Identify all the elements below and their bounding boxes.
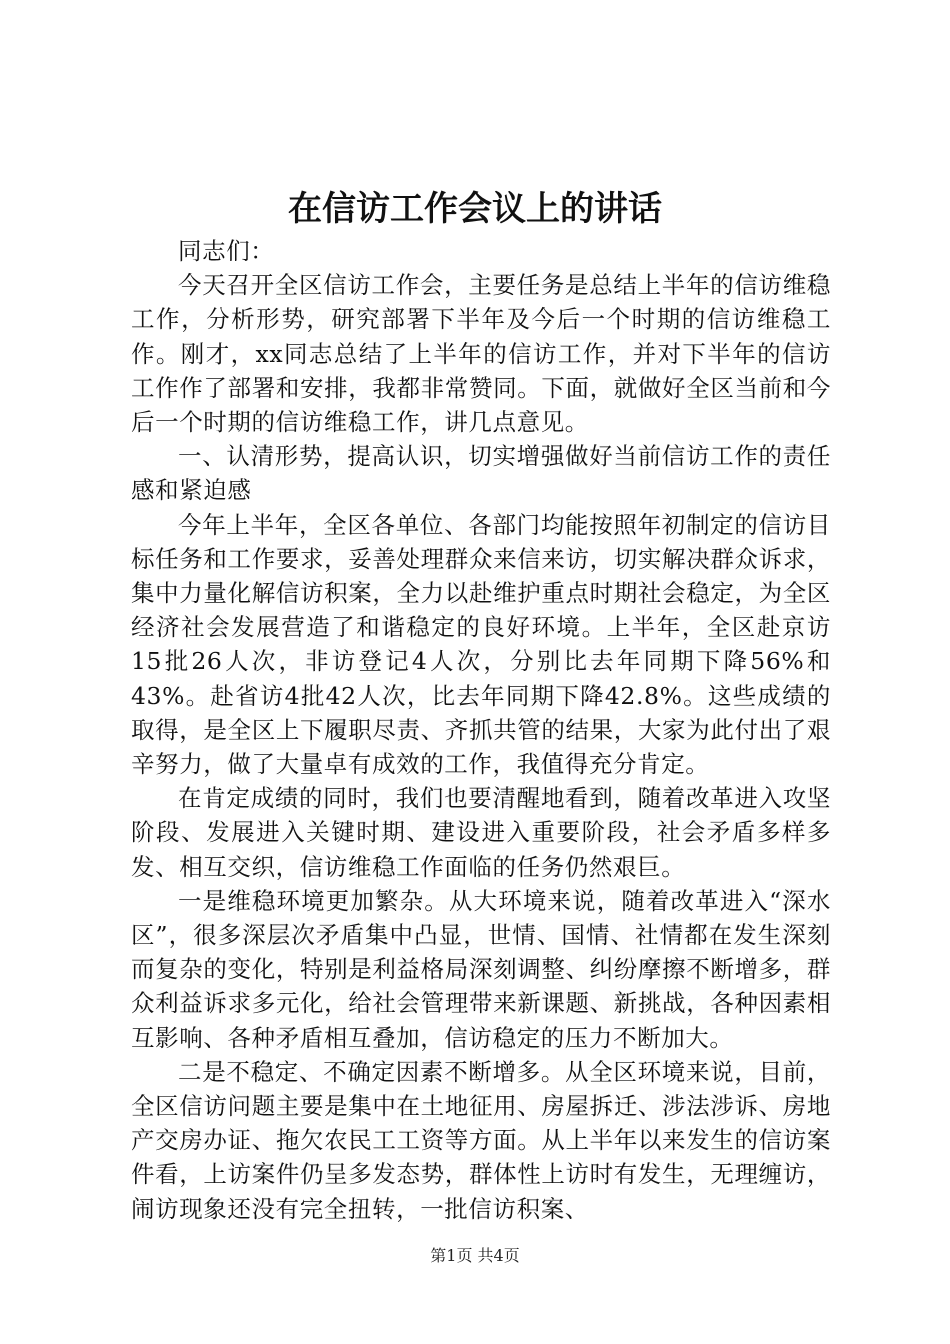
salutation-paragraph: 同志们：: [178, 237, 275, 265]
document-body: [131, 234, 831, 1226]
section-heading: 一、认清形势，提高认识，切实增强做好当前信访工作的责任感和紧迫感: [131, 442, 831, 505]
page-number-footer: 第1页 共4页: [430, 1246, 520, 1265]
body-paragraph: 今年上半年，全区各单位、各部门均能按照年初制定的信访目标任务和工作要求，妥善处理群众来信来访，切实解决群众诉求，集中力量化解信访积案，全力以赴维护重点时期社会稳定，为全区经济社会发展营造了和谐稳定的良好环境。上半年，全区赴京访15批26人次，非访登记4人次，分别比去年同期下降56%和43%。赴省访4批42人次，比去年同期下降42.8%。这些成绩的取得，是全区上下履职尽责、齐抓共管的结果，大家为此付出了艰辛努力，做了大量卓有成效的工作，我值得充分肯定。: [131, 510, 831, 779]
body-paragraph: 今天召开全区信访工作会，主要任务是总结上半年的信访维稳工作，分析形势，研究部署下半年及今后一个时期的信访维稳工作。刚才，xx同志总结了上半年的信访工作，并对下半年的信访工作作了部署和安排，我都非常赞同。下面，就做好全区当前和今后一个时期的信访维稳工作，讲几点意见。: [131, 271, 831, 437]
body-paragraph: 一是维稳环境更加繁杂。从大环境来说，随着改革进入“深水区”，很多深层次矛盾集中凸显，世情、国情、社情都在发生深刻而复杂的变化，特别是利益格局深刻调整、纠纷摩擦不断增多，群众利益诉求多元化，给社会管理带来新课题、新挑战，各种因素相互影响、各种矛盾相互叠加，信访稳定的压力不断加大。: [131, 886, 831, 1052]
document-title: 在信访工作会议上的讲话: [288, 189, 662, 229]
body-paragraph: 在肯定成绩的同时，我们也要清醒地看到，随着改革进入攻坚阶段、发展进入关键时期、建设进入重要阶段，社会矛盾多样多发、相互交织，信访维稳工作面临的任务仍然艰巨。: [131, 784, 831, 881]
body-paragraph: 二是不稳定、不确定因素不断增多。从全区环境来说，目前，全区信访问题主要是集中在土地征用、房屋拆迁、涉法涉诉、房地产交房办证、拖欠农民工工资等方面。从上半年以来发生的信访案件看，上访案件仍呈多发态势，群体性上访时有发生，无理缠访，闹访现象还没有完全扭转，一批信访积案、: [131, 1057, 831, 1223]
